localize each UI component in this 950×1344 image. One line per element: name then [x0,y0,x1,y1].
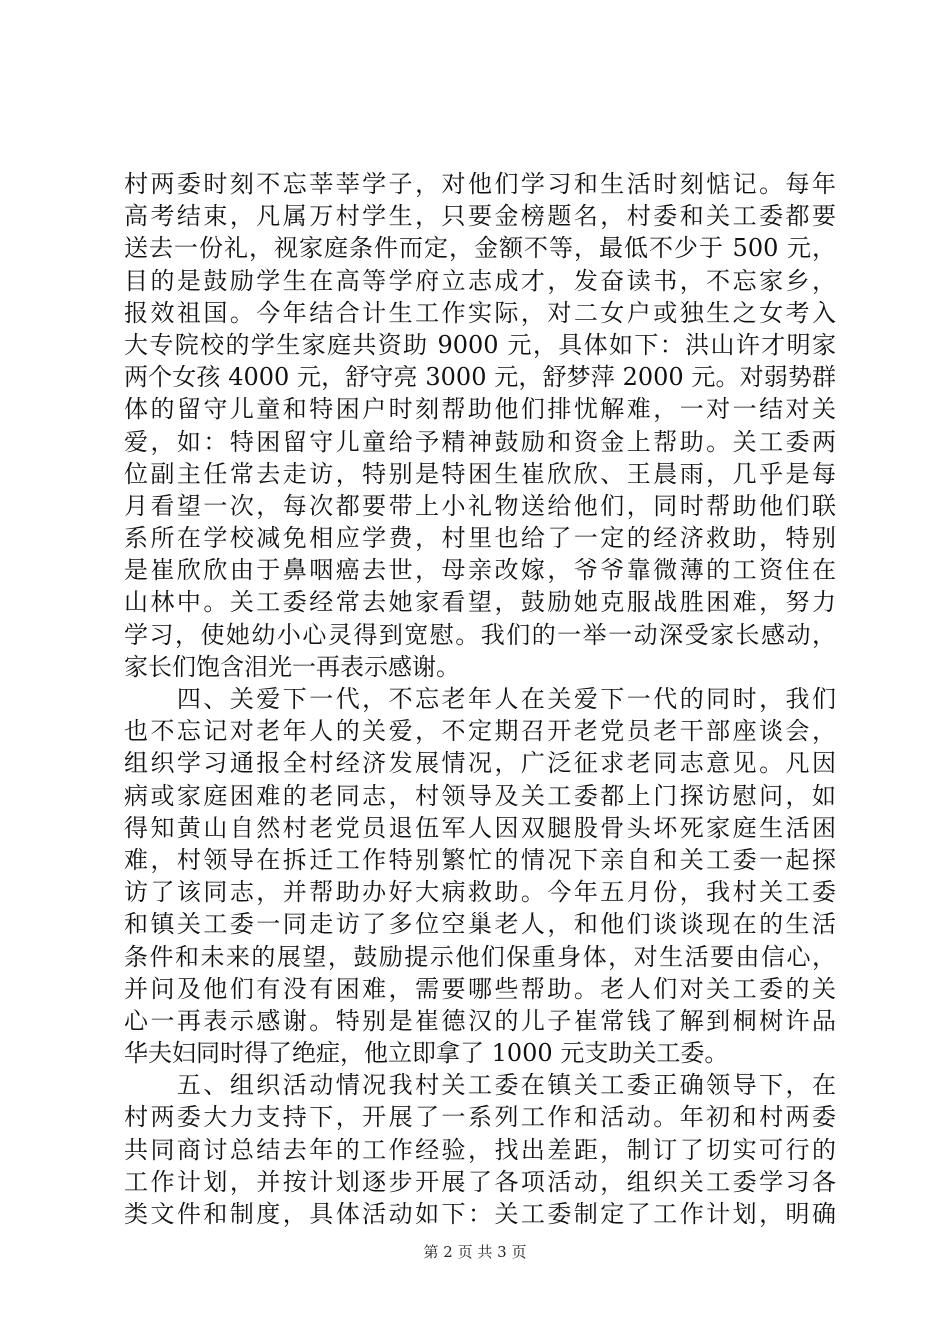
text-line: 工作计划，并按计划逐步开展了各项活动，组织关工委学习各 [124,1167,836,1196]
text-line: 是崔欣欣由于鼻咽癌去世，母亲改嫁，爷爷靠微薄的工资住在 [124,556,836,585]
body-text [124,168,836,1230]
text-line: 位副主任常去走访，特别是特困生崔欣欣、王晨雨，几乎是每 [124,459,836,488]
text-line: 山林中。关工委经常去她家看望，鼓励她克服战胜困难，努力 [124,588,836,617]
text-line: 难，村领导在拆迁工作特别繁忙的情况下亲自和关工委一起探 [124,845,836,874]
text-line: 村两委时刻不忘莘莘学子，对他们学习和生活时刻惦记。每年 [124,170,836,198]
text-line: 共同商讨总结去年的工作经验，找出差距，制订了切实可行的 [124,1135,836,1164]
text-line: 华夫妇同时得了绝症，他立即拿了 1000 元支助关工委。 [124,1039,729,1068]
text-line: 类文件和制度，具体活动如下：关工委制定了工作计划，明确 [124,1200,836,1228]
text-line: 病或家庭困难的老同志，村领导及关工委都上门探访慰问，如 [124,781,836,810]
text-line: 目的是鼓励学生在高等学府立志成才，发奋读书，不忘家乡， [124,266,836,295]
text-line: 四、关爱下一代，不忘老年人在关爱下一代的同时，我们 [124,685,836,713]
text-line: 得知黄山自然村老党员退伍军人因双腿股骨头坏死家庭生活困 [124,813,836,842]
text-line: 和镇关工委一同走访了多位空巢老人，和他们谈谈现在的生活 [124,910,836,939]
text-line: 系所在学校减免相应学费，村里也给了一定的经济救助，特别 [124,524,836,553]
text-line: 组织学习通报全村经济发展情况，广泛征求老同志意见。凡因 [124,749,836,778]
text-line: 月看望一次，每次都要带上小礼物送给他们，同时帮助他们联 [124,491,836,520]
text-line: 访了该同志，并帮助办好大病救助。今年五月份，我村关工委 [124,878,836,907]
text-line: 村两委大力支持下，开展了一系列工作和活动。年初和村两委 [124,1103,836,1132]
text-line: 也不忘记对老年人的关爱，不定期召开老党员老干部座谈会， [124,717,836,746]
text-line: 报效祖国。今年结合计生工作实际，对二女户或独生之女考入 [124,298,836,327]
text-line: 家长们饱含泪光一再表示感谢。 [124,652,460,681]
text-line: 体的留守儿童和特困户时刻帮助他们排忧解难，一对一结对关 [124,395,836,424]
text-line: 心一再表示感谢。特别是崔德汉的儿子崔常钱了解到桐树许品 [124,1006,836,1035]
text-line: 高考结束，凡属万村学生，只要金榜题名，村委和关工委都要 [124,202,836,231]
page-footer: 第 2 页 共 3 页 [423,1243,527,1261]
text-line: 并问及他们有没有困难，需要哪些帮助。老人们对关工委的关 [124,974,836,1003]
text-line: 学习，使她幼小心灵得到宽慰。我们的一举一动深受家长感动， [124,620,836,649]
text-line: 送去一份礼，视家庭条件而定，金额不等，最低不少于 500 元， [124,234,836,263]
text-line: 爱，如：特困留守儿童给予精神鼓励和资金上帮助。关工委两 [124,427,836,456]
text-line: 大专院校的学生家庭共资助 9000 元，具体如下：洪山许才明家 [124,330,836,359]
text-line: 条件和未来的展望，鼓励提示他们保重身体，对生活要由信心， [124,942,836,971]
text-line: 两个女孩 4000 元，舒守亮 3000 元，舒梦萍 2000 元。对弱势群 [124,363,836,392]
text-line: 五、组织活动情况我村关工委在镇关工委正确领导下，在 [124,1071,836,1100]
